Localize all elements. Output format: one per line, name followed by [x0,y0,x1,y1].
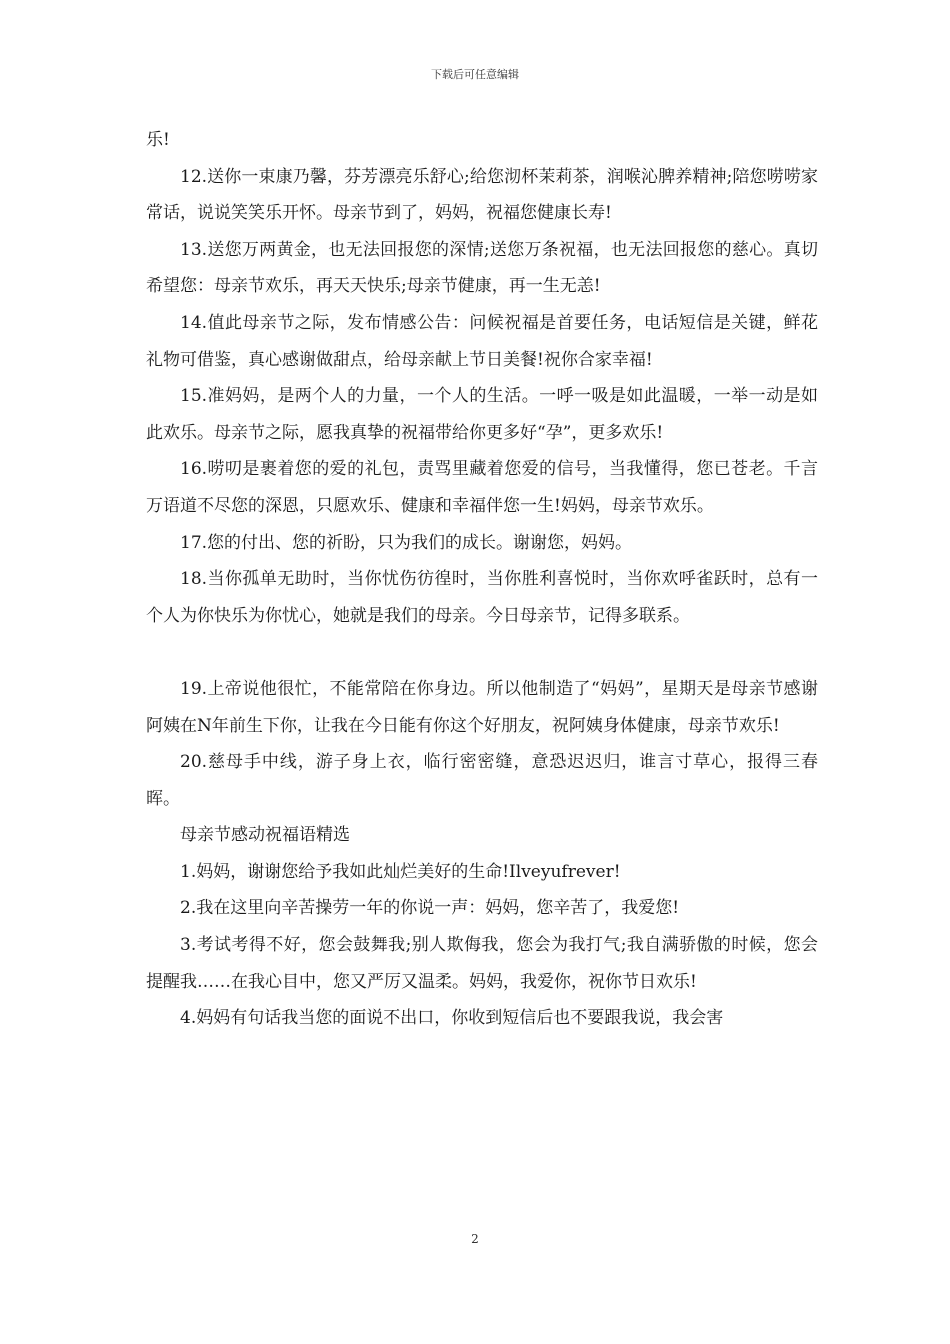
paragraph-item-18: 18.当你孤单无助时，当你忧伤彷徨时，当你胜利喜悦时，当你欢呼雀跃时，总有一个人为你快乐为你忧心，她就是我们的母亲。今日母亲节，记得多联系。 [146,569,818,626]
paragraph-item-17: 17.您的付出、您的祈盼，只为我们的成长。谢谢您，妈妈。 [180,532,633,553]
paragraph-item-13: 13.送您万两黄金，也无法回报您的深情;送您万条祝福，也无法回报您的慈心。真切希望您：母亲节欢乐，再天天快乐;母亲节健康，再一生无恙! [146,239,818,297]
paragraph-list-4: 4.妈妈有句话我当您的面说不出口，你收到短信后也不要跟我说，我会害 [180,1008,724,1029]
paragraph-list-1: 1.妈妈，谢谢您给予我如此灿烂美好的生命!Ilveyufrever! [180,861,621,882]
document-body [146,122,818,1037]
page-number: 2 [471,1232,479,1246]
section-heading: 母亲节感动祝福语精选 [180,825,350,846]
paragraph-list-3: 3.考试考得不好，您会鼓舞我;别人欺侮我，您会为我打气;我自满骄傲的时候，您会提醒我……在我心目中，您又严厉又温柔。妈妈，我爱你，祝你节日欢乐! [146,935,818,992]
paragraph-item-12: 12.送你一束康乃馨，芬芳漂亮乐舒心;给您沏杯茉莉茶，润喉沁脾养精神;陪您唠唠家常话，说说笑笑乐开怀。母亲节到了，妈妈，祝福您健康长寿! [146,166,818,224]
paragraph-item-14: 14.值此母亲节之际，发布情感公告：问候祝福是首要任务，电话短信是关键，鲜花礼物可借鉴，真心感谢做甜点，给母亲献上节日美餐!祝你合家幸福! [146,312,818,370]
paragraph-item-20: 20.慈母手中线，游子身上衣，临行密密缝，意恐迟迟归，谁言寸草心，报得三春晖。 [146,752,818,809]
paragraph-item-19: 19.上帝说他很忙，不能常陪在你身边。所以他制造了“妈妈”，星期天是母亲节感谢阿姨在N年前生下你，让我在今日能有你这个好朋友，祝阿姨身体健康，母亲节欢乐! [146,678,818,736]
page-header: 下载后可任意编辑 [431,68,519,81]
paragraph-continuation: 乐! [146,130,170,150]
paragraph-item-15: 15.准妈妈，是两个人的力量，一个人的生活。一呼一吸是如此温暖，一举一动是如此欢乐。母亲节之际，愿我真挚的祝福带给你更多好“孕”，更多欢乐! [146,386,818,443]
blank-line [146,634,818,671]
paragraph-list-2: 2.我在这里向辛苦操劳一年的你说一声：妈妈，您辛苦了，我爱您! [180,898,680,919]
paragraph-item-16: 16.唠叨是裹着您的爱的礼包，责骂里藏着您爱的信号，当我懂得，您已苍老。千言万语道不尽您的深恩，只愿欢乐、健康和幸福伴您一生!妈妈，母亲节欢乐。 [146,459,818,516]
